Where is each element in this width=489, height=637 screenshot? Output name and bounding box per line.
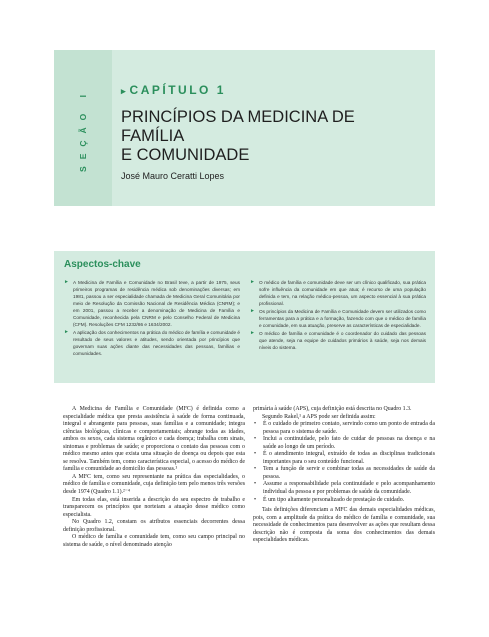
bullet-item: • Assume a responsabilidade pela continuidade e pelo acompanhamento individual da pessoa e por problemas de saúde da comunidade. xyxy=(254,481,435,496)
bullet-icon: • xyxy=(254,481,257,488)
bullet-icon: • xyxy=(254,496,257,503)
body-right-column xyxy=(253,406,435,545)
key-points-right-column xyxy=(250,279,426,352)
bullet-item: • Tem a função de servir e combinar todas as necessidades de saúde da pessoa. xyxy=(254,466,435,480)
paragraph: A Medicina de Família e Comunidade (MFC) é definida como a especialidade médica que presta assistência à saúde de forma continuada, integral e abrangente para pessoas, suas famílias e a comunidade; integra ciências biológicas, clínicas e comportamentais; abrange todas as idades, ambos os sexos, cada sistema orgânico e cada doença; trabalha com sinais, sintomas e problemas de saúde; e proporciona o contato das pessoas com o médico mesmo antes que exista uma situação de doença ou depois que esta se resolva. Também tem, como característica especial, o acesso do médico de família e comunidade ao domicílio das pessoas.¹ xyxy=(63,406,246,473)
bullet-arrow-icon: ► xyxy=(250,330,255,336)
bullet-arrow-icon: ► xyxy=(250,279,255,285)
bullet-icon: • xyxy=(254,436,257,443)
bullet-icon: • xyxy=(254,466,257,473)
chapter-label-wrap xyxy=(121,83,226,97)
bullet-item: • É o cuidado de primeiro contato, servindo como um ponto de entrada da pessoa para o sistema de saúde. xyxy=(254,421,435,435)
paragraph: Tais definições diferenciam a MFC das demais especialidades médicas, pois, com a amplitude da prática do médico de família e comunidade, sua necessidade de conhecimentos para desenvolver as ações que resultam dessa descrição não é composta da soma dos conhecimentos das demais especialidades médicas. xyxy=(253,507,435,544)
body-left-column xyxy=(63,406,245,549)
bullet-item: • Inclui a continuidade, pelo fato de cuidar de pessoas na doença e na saúde ao longo de um período. xyxy=(254,436,435,450)
key-point-item: ► A Medicina de Família e Comunidade no Brasil teve, a partir de 1975, seus primeiros programas de residência médica sob denominações diversas; em 1981, passou a ser especialidade chamada de Medicina Geral Comunitária por meio de Resolução da Comissão Nacional de Residência Médica (CNRM); e em 2001, passou a receber a denominação de Medicina de Família e Comunidade, reconhecida pela CNRM e pelo Conselho Federal de Medicina (CFM). Resoluções CFM 1232/86 e 1634/2002. xyxy=(64,279,240,327)
author-name: José Mauro Ceratti Lopes xyxy=(121,171,225,181)
key-points-box xyxy=(54,251,435,383)
title-line-1: PRINCÍPIOS DA MEDICINA DE FAMÍLIA xyxy=(121,108,355,145)
section-label: SEÇÃO I xyxy=(78,88,88,172)
title-line-2: E COMUNIDADE xyxy=(121,146,250,164)
key-point-item: ► O médico de família e comunidade deve ser um clínico qualificado, sua prática sofre influência da comunidade em que atua; é recurso de uma população definida e tem, na relação médico-pessoa, um aspecto essencial à sua prática profissional. xyxy=(250,279,426,306)
key-point-item: ► A aplicação dos conhecimentos na prática do médico de família e comunidade é resultado de seus valores e atitudes, sendo orientada por princípios que governam suas ações diante das necessidades das pessoas, famílias e comunidades. xyxy=(64,329,240,356)
key-points-title: Aspectos-chave xyxy=(64,259,141,270)
chapter-label: CAPÍTULO 1 xyxy=(129,83,226,97)
paragraph: A MFC tem, como seu representante na prática das especialidades, o médico de família e comunidade, cuja definição tem pelo menos três versões desde 1974 (Quadro 1.1).²⁻⁴ xyxy=(63,473,245,496)
paragraph: Segundo Rakel,¹ a APS pode ser definida assim: xyxy=(262,413,376,420)
key-points-left-column xyxy=(64,279,240,358)
paragraph: Em todas elas, está inserida a descrição do seu espectro de trabalho e transparecem os princípios que norteiam a atuação desse médico como especialista. xyxy=(63,496,245,518)
bullet-arrow-icon: ► xyxy=(64,279,69,285)
bullet-item: • É um tipo altamente personalizado de prestação de cuidado. xyxy=(254,496,405,503)
bullet-arrow-icon: ► xyxy=(64,329,69,335)
triangle-icon: ▸ xyxy=(121,86,126,96)
chapter-title xyxy=(121,108,421,165)
paragraph: primária à saúde (APS), cuja definição está descrita no Quadro 1.3. xyxy=(253,406,412,412)
paragraph: O médico de família e comunidade tem, como seu campo principal no sistema de saúde, o nível denominado atenção xyxy=(63,534,245,548)
key-point-item: ► O médico de família e comunidade é o coordenador do cuidado das pessoas que atende, seja na equipe de cuidados primários à saúde, seja nos demais níveis do sistema. xyxy=(250,330,426,350)
bullet-icon: • xyxy=(254,451,257,458)
paragraph: No Quadro 1.2, constam os atributos essenciais decorrentes dessa definição profissional. xyxy=(63,519,245,533)
key-point-item: ► Os princípios da Medicina de Família e Comunidade devem ser utilizados como ferramentas para a prática e a formação, fazendo com que o médico de família e comunidade, em sua atuação, preserve as características de especialidade. xyxy=(250,308,426,328)
bullet-arrow-icon: ► xyxy=(250,308,255,314)
bullet-item: • É o atendimento integral, extraído de todas as disciplinas tradicionais importantes para o seu conteúdo funcional. xyxy=(254,451,435,465)
bullet-icon: • xyxy=(254,421,257,428)
